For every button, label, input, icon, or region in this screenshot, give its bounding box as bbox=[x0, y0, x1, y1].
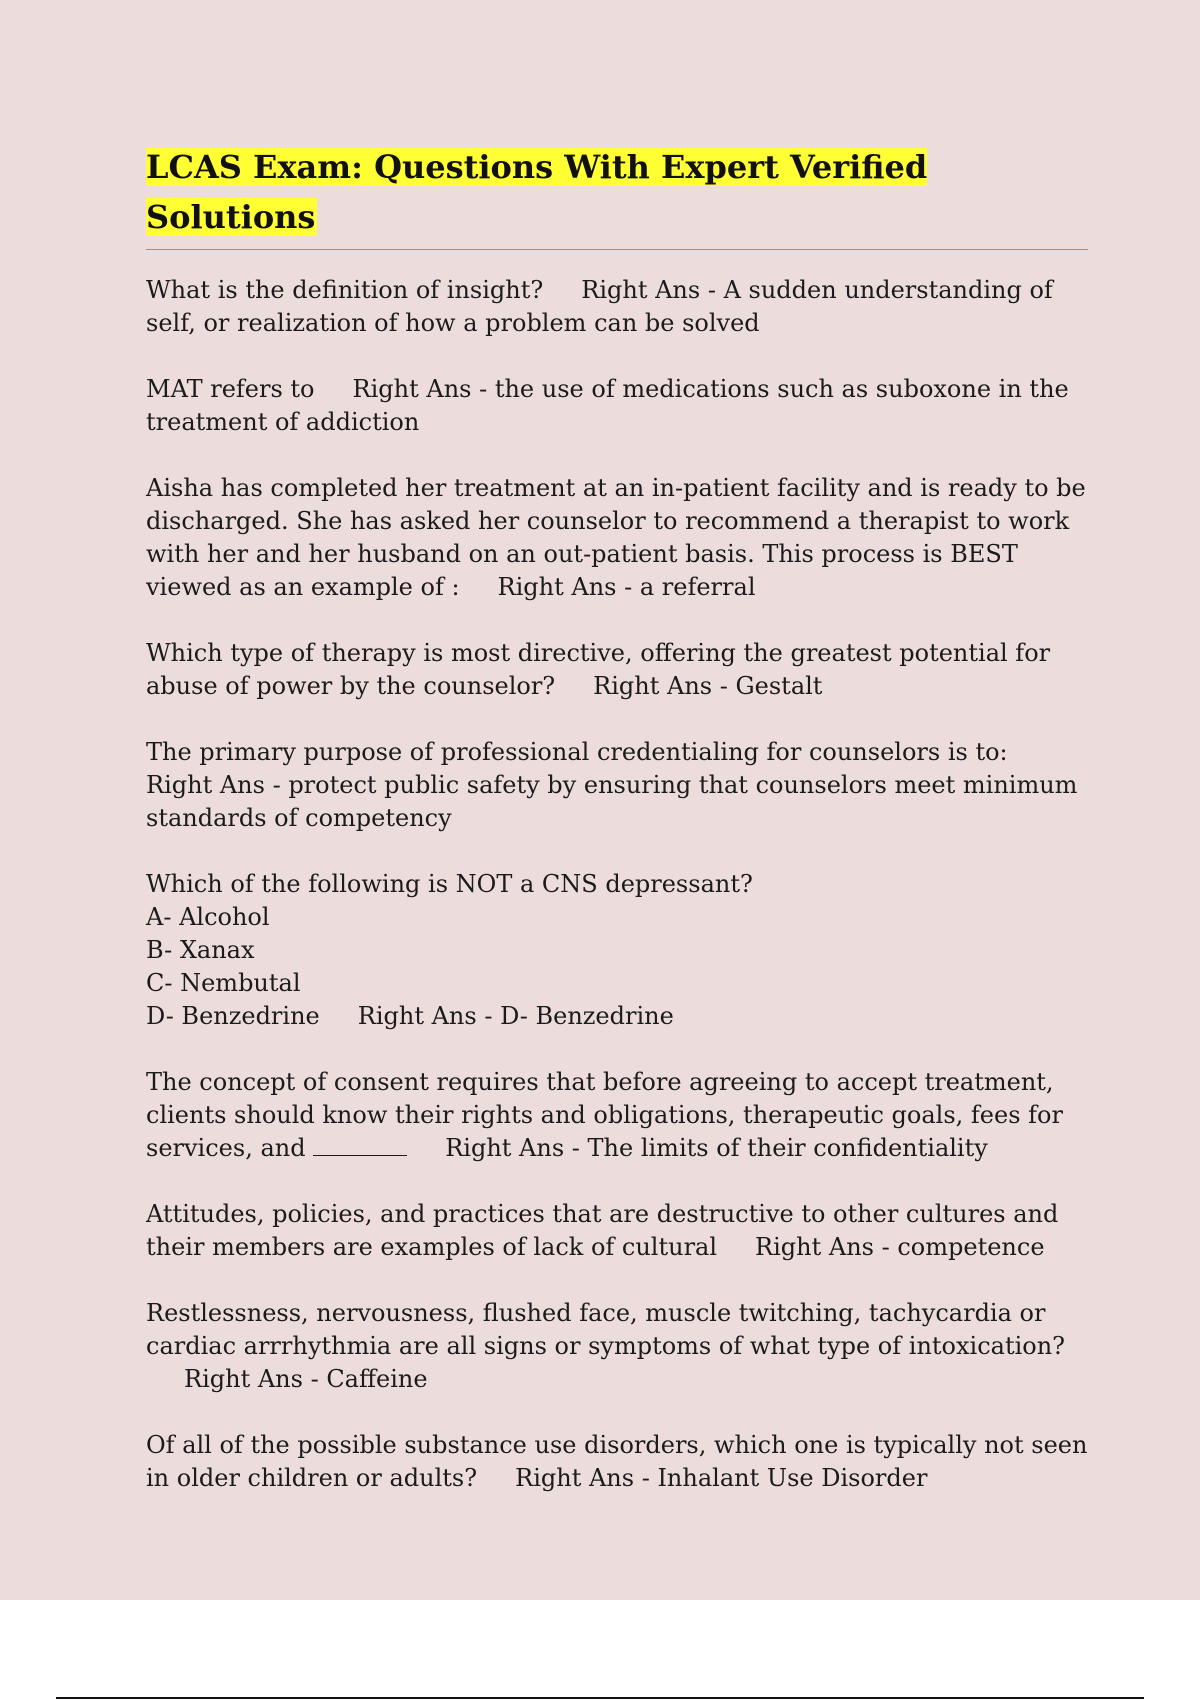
answer-prefix: Right Ans - bbox=[184, 1365, 327, 1393]
answer-prefix: Right Ans - bbox=[445, 1134, 588, 1162]
option-d: D- Benzedrine bbox=[146, 1002, 320, 1030]
answer-text: Inhalant Use Disorder bbox=[657, 1464, 928, 1492]
answer-text: the use of medications such as suboxone in the treatment of addiction bbox=[146, 375, 1077, 436]
question-text: Of all of the possible substance use disorders, which one is typically not seen in older children or adults? bbox=[146, 1431, 1096, 1492]
answer-prefix: Right Ans - bbox=[581, 276, 724, 304]
answer-prefix: Right Ans - bbox=[497, 573, 640, 601]
option-c: C- Nembutal bbox=[146, 969, 301, 997]
question-text: MAT refers to bbox=[146, 375, 315, 403]
option-a: A- Alcohol bbox=[146, 903, 270, 931]
question-text: Which type of therapy is most directive, offering the greatest potential for abuse of power by the counselor? bbox=[146, 639, 1058, 700]
answer-text: competence bbox=[897, 1233, 1045, 1261]
qa-item bbox=[146, 868, 1088, 1033]
answer-text: Caffeine bbox=[326, 1365, 428, 1393]
question-text: Which of the following is NOT a CNS depressant? bbox=[146, 870, 753, 898]
answer-text: protect public safety by ensuring that counselors meet minimum standards of competency bbox=[146, 771, 1086, 832]
qa-item bbox=[146, 472, 1094, 604]
document-title: LCAS Exam: Questions With Expert Verified Solutions bbox=[146, 148, 928, 236]
qa-item bbox=[146, 1429, 1096, 1495]
answer-text: Gestalt bbox=[735, 672, 823, 700]
question-text: The primary purpose of professional credentialing for counselors is to: bbox=[146, 738, 1008, 766]
answer-prefix: Right Ans - bbox=[146, 771, 289, 799]
answer-text: D- Benzedrine bbox=[500, 1002, 674, 1030]
question-text: Attitudes, policies, and practices that are destructive to other cultures and their members are examples of lack of cultural bbox=[146, 1200, 1066, 1261]
fill-in-blank bbox=[313, 1133, 407, 1156]
page-divider bbox=[56, 1697, 1144, 1699]
answer-text: The limits of their confidentiality bbox=[587, 1134, 988, 1162]
answer-text: A sudden understanding of self, or realization of how a problem can be solved bbox=[146, 276, 1061, 337]
option-b: B- Xanax bbox=[146, 936, 255, 964]
title-block bbox=[146, 142, 1088, 250]
answer-prefix: Right Ans - bbox=[357, 1002, 501, 1030]
qa-item bbox=[146, 373, 1088, 439]
qa-item bbox=[146, 1297, 1088, 1396]
answer-prefix: Right Ans - bbox=[593, 672, 736, 700]
answer-prefix: Right Ans - bbox=[755, 1233, 898, 1261]
qa-item bbox=[146, 1198, 1088, 1264]
question-text: Aisha has completed her treatment at an in-patient facility and is ready to be discharged. She has asked her counselor to recommend a therapist to work with her and her husband on an out-patient basis. This process is BEST viewed as an example of : bbox=[146, 474, 1094, 601]
qa-item bbox=[146, 736, 1088, 835]
qa-item bbox=[146, 637, 1088, 703]
qa-item bbox=[146, 1066, 1088, 1165]
question-text: The concept of consent requires that before agreeing to accept treatment, clients should know their rights and obligations, therapeutic goals, fees for services, and bbox=[146, 1068, 1071, 1162]
qa-item bbox=[146, 274, 1088, 340]
question-text: What is the definition of insight? bbox=[146, 276, 544, 304]
question-text: Restlessness, nervousness, flushed face, muscle twitching, tachycardia or cardiac arrrhythmia are all signs or symptoms of what type of intoxication? bbox=[146, 1299, 1066, 1360]
answer-prefix: Right Ans - bbox=[515, 1464, 658, 1492]
document-content bbox=[146, 142, 1096, 1528]
answer-text: a referral bbox=[639, 573, 756, 601]
answer-prefix: Right Ans - bbox=[352, 375, 495, 403]
